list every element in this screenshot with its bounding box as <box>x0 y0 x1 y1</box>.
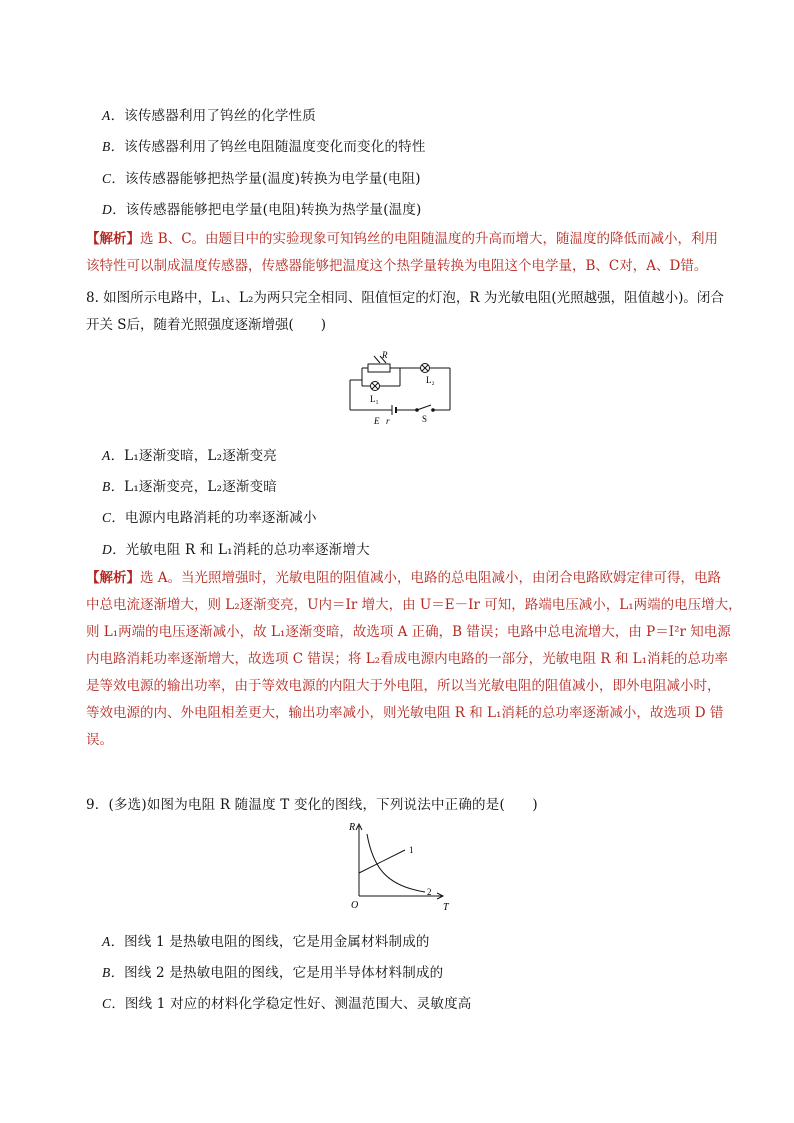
q9-option-c: C．图线 1 对应的材料化学稳定性好、测温范围大、灵敏度高 <box>102 996 472 1012</box>
q8-analysis: 【解析】选 A。当光照增强时，光敏电阻的阻值减小，电路的总电阻减小，由闭合电路欧姆定律可得，电路 中总电流逐渐增大，则 L₂逐渐变亮，U内＝Ir 增大，由 U＝E－Ir 可知，路端电压减小，L₁两端的电压增大， 则 L₁两端的电压逐渐减小，故 L₁逐渐变暗，故选项 A 正确，B 错误；电路中总电流增大，由 P＝I²r 知电源 内电路消耗功率逐渐增大，故选项 C 错误；将 L₂看成电源内电路的一部分，光敏电阻 R 和 L₁消耗的总功率 是等效电源的输出功率，由于等效电源的内阻大于外电阻，所以当光敏电阻的阻值减小，即外电阻减小时， 等效电源的内、外电阻相差更大，输出功率减小，则光敏电阻 R 和 L₁消耗的总功率逐渐减小，故选项 D 错 误。 <box>86 570 742 748</box>
q9-option-a: A．图线 1 是热敏电阻的图线，它是用金属材料制成的 <box>102 934 430 950</box>
origin-label: O <box>351 900 359 911</box>
analysis-tag: 【解析】 <box>86 231 140 247</box>
label-l2: L₂ <box>426 375 435 385</box>
curve-2-label: 2 <box>427 887 432 897</box>
analysis-tag: 【解析】 <box>86 570 140 586</box>
q9-option-b: B．图线 2 是热敏电阻的图线，它是用半导体材料制成的 <box>102 965 444 981</box>
q8-stem: 8. 如图所示电路中，L₁、L₂为两只完全相同、阻值恒定的灯泡，R 为光敏电阻(光照越强，阻值越小)。闭合 开关 S后，随着光照强度逐渐增强( ) <box>86 290 724 333</box>
q8-option-c: C．电源内电路消耗的功率逐渐减小 <box>102 510 317 526</box>
label-r: R <box>382 350 388 360</box>
q8-option-a: A．L₁逐渐变暗，L₂逐渐变亮 <box>102 448 278 464</box>
q8-option-d: D．光敏电阻 R 和 L₁消耗的总功率逐渐增大 <box>102 542 370 558</box>
q7-option-d: D．该传感器能够把电学量(电阻)转换为热学量(温度) <box>102 202 422 218</box>
q8-circuit-diagram <box>340 350 460 428</box>
label-e: E <box>374 416 380 426</box>
axis-label-t: T <box>443 902 449 913</box>
q7-option-a: A．该传感器利用了钨丝的化学性质 <box>102 108 316 124</box>
label-l1: L₁ <box>370 394 379 404</box>
axis-label-r: R <box>349 822 356 833</box>
q7-option-c: C．该传感器能够把热学量(温度)转换为电学量(电阻) <box>102 171 421 187</box>
curve-1-label: 1 <box>409 845 414 855</box>
label-s: S <box>422 414 428 424</box>
q8-option-b: B．L₁逐渐变亮，L₂逐渐变暗 <box>102 479 278 495</box>
q9-resistance-temperature-graph <box>345 818 455 916</box>
q9-stem: 9．(多选)如图为电阻 R 随温度 T 变化的图线，下列说法中正确的是( ) <box>86 797 538 813</box>
label-r-internal: r <box>386 416 390 426</box>
q7-option-b: B．该传感器利用了钨丝电阻随温度变化而变化的特性 <box>102 139 426 155</box>
q7-analysis: 【解析】选 B、C。由题目中的实验现象可知钨丝的电阻随温度的升高而增大，随温度的降低而减小，利用 该特性可以制成温度传感器，传感器能够把温度这个热学量转换为电阻这个电学量，B、C对，A、D错。 <box>86 231 719 274</box>
